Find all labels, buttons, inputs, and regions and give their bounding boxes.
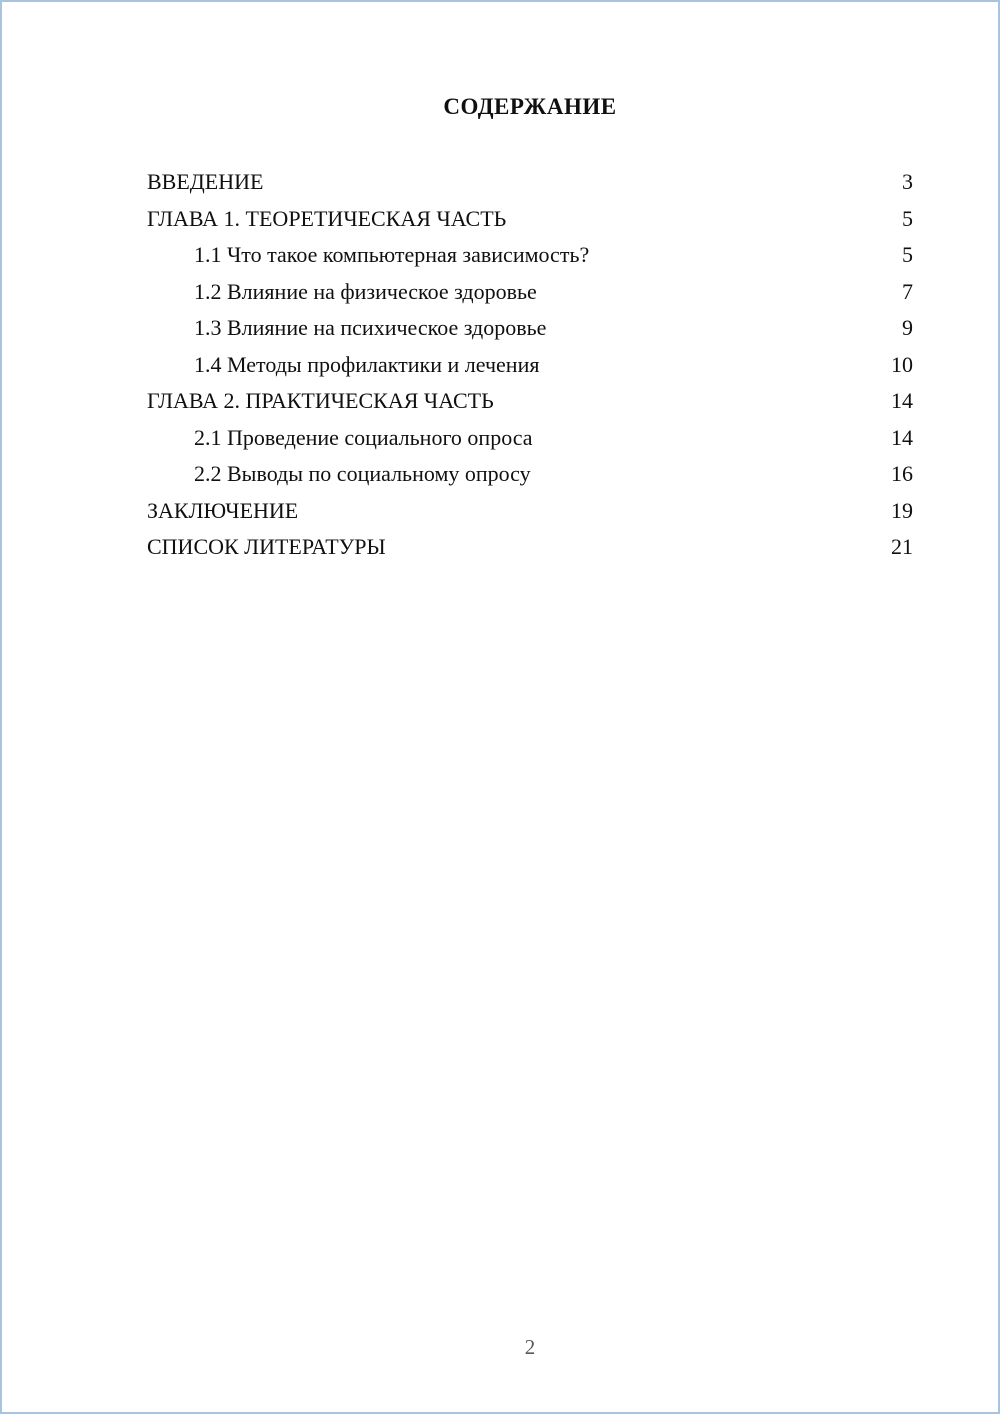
toc-entry [147, 493, 913, 530]
toc-entry [147, 201, 913, 238]
toc-entry-page: 5 [902, 242, 913, 267]
toc-entry-label: ГЛАВА 1. ТЕОРЕТИЧЕСКАЯ ЧАСТЬ [147, 205, 507, 231]
toc-entry [147, 529, 913, 566]
toc-entry [147, 456, 913, 493]
toc-entry-page: 9 [902, 315, 913, 340]
toc-entry [147, 383, 913, 420]
table-of-contents [147, 164, 913, 566]
toc-entry-page: 10 [891, 351, 913, 377]
toc-entry [147, 274, 913, 311]
toc-entry-page: 3 [902, 169, 913, 194]
toc-entry-label: 2.1 Проведение социального опроса [194, 424, 533, 450]
page-number: 2 [524, 1335, 536, 1359]
toc-entry-label: 2.2 Выводы по социальному опросу [194, 461, 531, 486]
toc-entry-label: СПИСОК ЛИТЕРАТУРЫ [147, 534, 386, 559]
toc-entry-label: ЗАКЛЮЧЕНИЕ [147, 497, 299, 523]
toc-entry-page: 5 [902, 205, 913, 231]
page-content [2, 2, 998, 566]
toc-entry-label: ВВЕДЕНИЕ [147, 169, 264, 194]
toc-entry-label: 1.2 Влияние на физическое здоровье [194, 278, 537, 304]
toc-entry [147, 310, 913, 347]
toc-entry-label: 1.1 Что такое компьютерная зависимость? [194, 242, 590, 267]
toc-entry [147, 164, 913, 201]
toc-entry-label: 1.3 Влияние на психическое здоровье [194, 315, 547, 340]
page-title: СОДЕРЖАНИЕ [443, 94, 617, 119]
toc-entry-page: 7 [902, 278, 913, 304]
toc-entry-label: ГЛАВА 2. ПРАКТИЧЕСКАЯ ЧАСТЬ [147, 388, 494, 413]
toc-entry-page: 16 [891, 461, 913, 486]
toc-entry-page: 21 [891, 534, 913, 559]
toc-entry-page: 19 [891, 497, 913, 523]
toc-entry [147, 347, 913, 384]
toc-entry-label: 1.4 Методы профилактики и лечения [194, 351, 540, 377]
toc-entry-page: 14 [891, 388, 913, 413]
toc-entry [147, 237, 913, 274]
toc-entry [147, 420, 913, 457]
toc-entry-page: 14 [891, 424, 913, 450]
